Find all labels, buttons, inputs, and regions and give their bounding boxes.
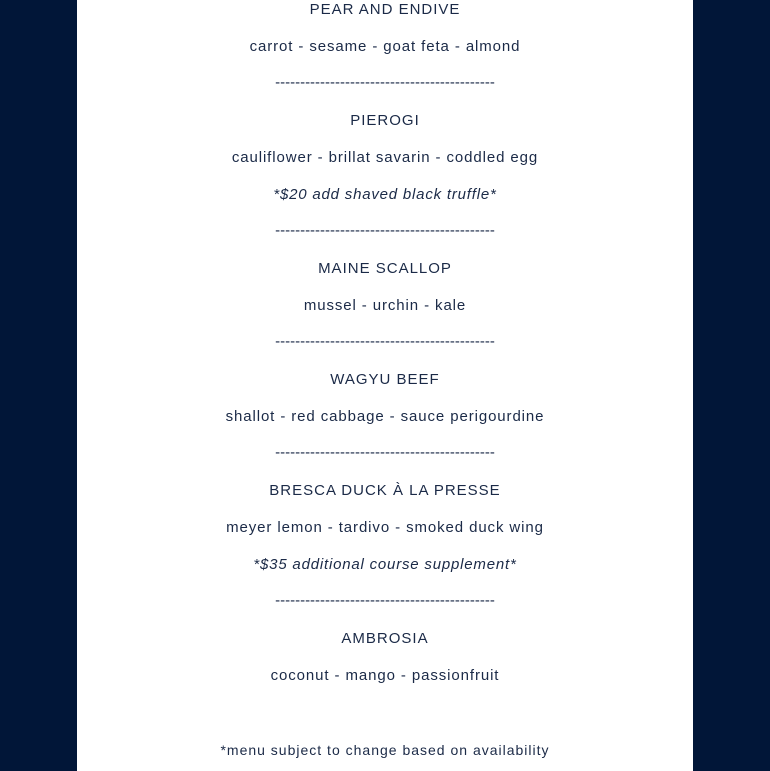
- course-description: meyer lemon - tardivo - smoked duck wing: [226, 519, 544, 536]
- course-title: MAINE SCALLOP: [318, 260, 452, 277]
- separator: --------------------------------------------: [275, 222, 495, 239]
- course-note: *$35 additional course supplement*: [253, 556, 517, 573]
- separator: --------------------------------------------: [275, 74, 495, 91]
- course-title: PIEROGI: [350, 112, 420, 129]
- course-description: carrot - sesame - goat feta - almond: [249, 38, 521, 55]
- course-title: WAGYU BEEF: [330, 371, 440, 388]
- availability-footnote: *menu subject to change based on availability: [220, 742, 550, 758]
- separator: --------------------------------------------: [275, 592, 495, 609]
- course-title: PEAR AND ENDIVE: [309, 1, 461, 18]
- menu-page: [77, 0, 693, 771]
- course-description: mussel - urchin - kale: [303, 297, 467, 314]
- course-description: shallot - red cabbage - sauce perigourdine: [225, 408, 545, 425]
- course-description: coconut - mango - passionfruit: [270, 667, 500, 684]
- separator: --------------------------------------------: [275, 444, 495, 461]
- course-description: cauliflower - brillat savarin - coddled egg: [231, 149, 539, 166]
- course-title: BRESCA DUCK À LA PRESSE: [269, 482, 501, 499]
- course-title: AMBROSIA: [341, 630, 429, 647]
- course-note: *$20 add shaved black truffle*: [273, 186, 497, 203]
- separator: --------------------------------------------: [275, 333, 495, 350]
